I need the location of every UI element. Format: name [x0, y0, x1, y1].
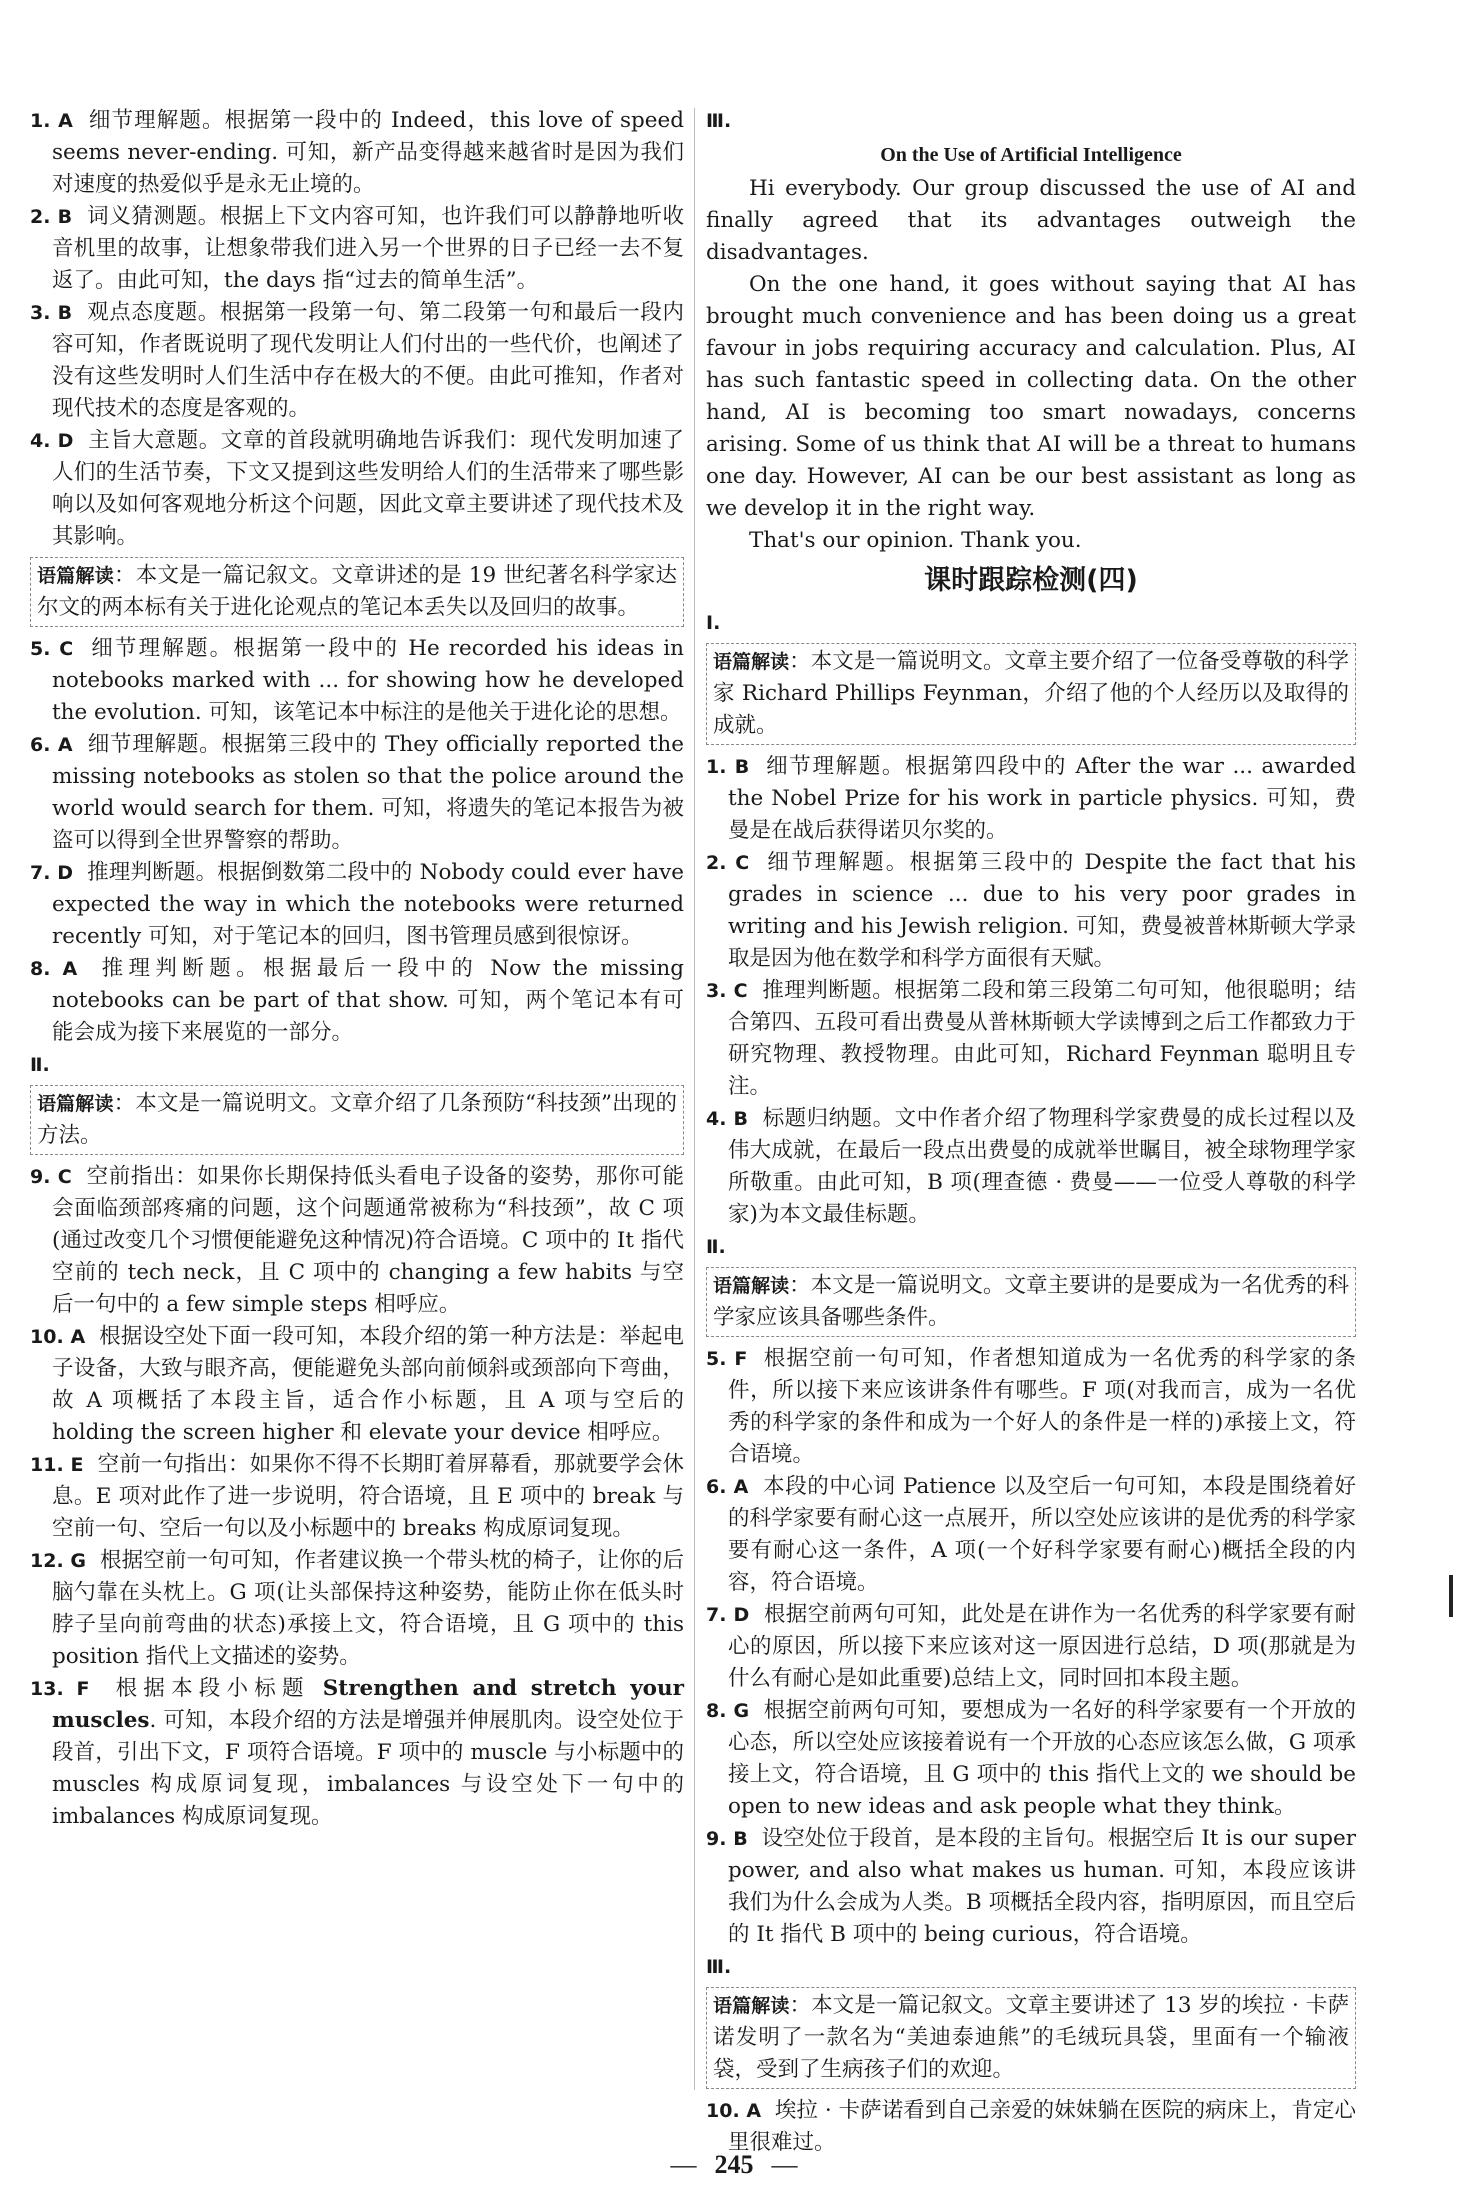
answer-number: 1. A [30, 110, 73, 132]
answer-number: 4. D [30, 430, 74, 452]
section-title: 课时跟踪检测(四) [924, 565, 1138, 596]
answer-item [30, 633, 684, 729]
answer-item [706, 847, 1356, 975]
answer-number: 11. E [30, 1454, 84, 1476]
answer-number: 7. D [30, 862, 74, 884]
analysis-text: ：本文是一篇说明文。文章主要介绍了一位备受尊敬的科学家 Richard Phillips Feynman，介绍了他的个人经历以及取得的成就。 [713, 649, 1349, 738]
answer-text: 细节理解题。根据第三段中的 Despite the fact that his grades in science ... due to his very poor grades in writing and his Jewish religion. 可知，费曼被普林斯顿大学录取是因为他在数学和科学方面很有天赋。 [728, 850, 1356, 971]
answer-item [30, 1545, 684, 1673]
analysis-text: ：本文是一篇说明文。文章主要讲的是要成为一名优秀的科学家应该具备哪些条件。 [713, 1273, 1349, 1330]
answer-text: 本段的中心词 Patience 以及空后一句可知，本段是围绕着好的科学家要有耐心这一点展开，所以空处应该讲的是优秀的科学家要有耐心这一条件，A 项(一个好科学家要有耐心)概括全段的内容，符合语境。 [728, 1474, 1357, 1595]
answer-text: 埃拉 · 卡萨诺看到自己亲爱的妹妹躺在医院的病床上，肯定心里很难过。 [728, 2098, 1356, 2155]
answer-text: 推理判断题。根据倒数第二段中的 Nobody could ever have expected the way in which the notebooks were returned recently 可知，对于笔记本的回归，图书管理员感到很惊讶。 [52, 860, 685, 949]
analysis-label: 语篇解读 [37, 565, 114, 587]
answer-number: 10. A [706, 2100, 762, 2122]
answer-text: 根据空前两句可知，要想成为一名好的科学家要有一个开放的心态，所以空处应该接着说有一个开放的心态应该怎么做，G 项承接上文，符合语境，且 G 项中的 this 指代上文的 we should be open to new ideas and ask people what they think。 [728, 1698, 1356, 1819]
answer-text-post: . 可知，本段介绍的方法是增强并伸展肌肉。设空处位于段首，引出下文，F 项符合语境。F 项中的 muscle 与小标题中的 muscles 构成原词复现，imbalances 与设空处下一句中的 imbalances 构成原词复现。 [52, 1708, 684, 1829]
answer-item [706, 1823, 1356, 1951]
answer-text: 空前指出：如果你长期保持低头看电子设备的姿势，那你可能会面临颈部疼痛的问题，这个问题通常被称为“科技颈”，故 C 项(通过改变几个习惯便能避免这种情况)符合语境。C 项中的 It 指代空前的 tech neck，且 C 项中的 changing a few habits 与空后一句中的 a few simple steps 相呼应。 [52, 1164, 684, 1317]
answer-number: 6. A [30, 734, 73, 756]
answer-number: 4. B [706, 1108, 749, 1130]
passage-analysis-box-2 [30, 1085, 684, 1155]
answer-text: 设空处位于段首，是本段的主旨句。根据空后 It is our super power, and also what makes us human. 可知，本段应该讲我们为什么会成为人类。B 项概括全段内容，指明原因，而且空后的 It 指代 B 项中的 being curious，符合语境。 [728, 1826, 1356, 1947]
answer-text: 细节理解题。根据第三段中的 They officially reported the missing notebooks as stolen so that the police around the world would search for them. 可知，将遗失的笔记本报告为被盗可以得到全世界警察的帮助。 [52, 732, 684, 853]
answer-text: 词义猜测题。根据上下文内容可知，也许我们可以静静地听收音机里的故事，让想象带我们进入另一个世界的日子已经一去不复返了。由此可知，the days 指“过去的简单生活”。 [52, 204, 684, 293]
analysis-text: ：本文是一篇记叙文。文章讲述的是 19 世纪著名科学家达尔文的两本标有关于进化论观点的笔记本丢失以及回归的故事。 [37, 563, 677, 620]
section-roman-2: Ⅱ. [706, 1236, 726, 1258]
answer-number: 10. A [30, 1326, 86, 1348]
analysis-text: ：本文是一篇说明文。文章介绍了几条预防“科技颈”出现的方法。 [37, 1091, 677, 1148]
essay-paragraph: Hi everybody. Our group discussed the use of AI and finally agreed that its advantages outweigh the disadvantages. [706, 176, 1356, 265]
answer-list-passage-2 [706, 1343, 1356, 1951]
answer-number: 2. B [30, 206, 73, 228]
answer-number: 8. G [706, 1700, 750, 1722]
answer-item [30, 297, 684, 425]
passage-analysis-box-1 [706, 643, 1356, 745]
analysis-label: 语篇解读 [713, 1995, 790, 2017]
analysis-label: 语篇解读 [713, 651, 790, 673]
answer-number: 7. D [706, 1604, 750, 1626]
answer-item [30, 1161, 684, 1321]
answer-list-passage-3 [30, 1161, 684, 1673]
answer-number: 8. A [30, 958, 78, 980]
answer-item [30, 729, 684, 857]
answer-item [706, 751, 1356, 847]
answer-item [706, 1695, 1356, 1823]
answer-item [30, 1449, 684, 1545]
edge-mark [1449, 1575, 1453, 1617]
answer-text: 根据设空处下面一段可知，本段介绍的第一种方法是：举起电子设备，大致与眼齐高，便能避免头部向前倾斜或颈部向下弯曲，故 A 项概括了本段主旨，适合作小标题，且 A 项与空后的 holding the screen higher 和 elevate your device 相呼应。 [52, 1324, 685, 1445]
answer-item [30, 953, 684, 1049]
answer-number: 3. C [706, 980, 748, 1002]
analysis-label: 语篇解读 [37, 1093, 114, 1115]
answer-text: 空前一句指出：如果你不得不长期盯着屏幕看，那就要学会休息。E 项对此作了进一步说明，符合语境，且 E 项中的 break 与空前一句、空后一句以及小标题中的 breaks 构成原词复现。 [52, 1452, 684, 1541]
answer-number: 6. A [706, 1476, 749, 1498]
answer-text-bold: Strengthen and stretch your muscles [52, 1676, 684, 1733]
answer-item [706, 1471, 1356, 1599]
section-roman-3b: Ⅲ. [706, 1956, 732, 1978]
passage-analysis-box-3 [706, 1987, 1356, 2089]
answer-number: 3. B [30, 302, 73, 324]
section-roman-3: Ⅲ. [706, 110, 732, 132]
answer-list-passage-1 [706, 751, 1356, 1231]
essay-paragraph: That's our opinion. Thank you. [749, 528, 1082, 553]
answer-item [30, 1321, 684, 1449]
answer-number: 13. F [30, 1678, 90, 1700]
answer-item-13 [30, 1673, 684, 1833]
answer-item [706, 1103, 1356, 1231]
answer-number: 9. B [706, 1828, 748, 1850]
analysis-text: ：本文是一篇记叙文。文章主要讲述了 13 岁的埃拉 · 卡萨诺发明了一款名为“美迪泰迪熊”的毛绒玩具袋，里面有一个输液袋，受到了生病孩子们的欢迎。 [713, 1993, 1349, 2082]
essay-paragraph: On the one hand, it goes without saying that AI has brought much convenience and has been doing us a great favour in jobs requiring accuracy and calculation. Plus, AI has such fantastic speed in collecting data. On the other hand, AI is becoming too smart nowadays, concerns arising. Some of us think that AI will be a threat to humans one day. However, AI can be our best assistant as long as we develop it in the right way. [706, 272, 1356, 521]
answer-number: 5. C [30, 638, 74, 660]
answer-item [30, 425, 684, 553]
answer-text: 细节理解题。根据第一段中的 Indeed，this love of speed seems never-ending. 可知，新产品变得越来越省时是因为我们对速度的热爱似乎是永无止境的。 [52, 108, 684, 197]
answer-list-passage-1 [30, 105, 684, 553]
section-roman-2: Ⅱ. [30, 1054, 50, 1076]
analysis-label: 语篇解读 [713, 1275, 790, 1297]
answer-text: 细节理解题。根据第四段中的 After the war ... awarded the Nobel Prize for his work in particle physics. 可知，费曼是在战后获得诺贝尔奖的。 [728, 754, 1356, 843]
answer-item [706, 1343, 1356, 1471]
answer-item [30, 105, 684, 201]
section-roman-1: Ⅰ. [706, 612, 721, 634]
answer-number: 1. B [706, 756, 750, 778]
answer-number: 2. C [706, 852, 750, 874]
page-number-value: 245 [714, 2150, 754, 2179]
passage-analysis-box-2 [706, 1267, 1356, 1337]
answer-text: 推理判断题。根据第二段和第三段第二句可知，他很聪明；结合第四、五段可看出费曼从普林斯顿大学读博到之后工作都致力于研究物理、教授物理。由此可知，Richard Feynman 聪明且专注。 [728, 978, 1357, 1099]
answer-list-passage-2 [30, 633, 684, 1049]
answer-number: 12. G [30, 1550, 87, 1572]
right-column [706, 105, 1356, 2159]
answer-text-pre: 根据本段小标题 [115, 1676, 323, 1701]
essay-body [706, 173, 1356, 557]
answer-text: 推理判断题。根据最后一段中的 Now the missing notebooks can be part of that show. 可知，两个笔记本有可能会成为接下来展览的一部分。 [52, 956, 684, 1045]
answer-text: 根据空前一句可知，作者想知道成为一名优秀的科学家的条件，所以接下来应该讲条件有哪些。F 项(对我而言，成为一名优秀的科学家的条件和成为一个好人的条件是一样的)承接上文，符合语境。 [728, 1346, 1356, 1467]
answer-number: 9. C [30, 1166, 72, 1188]
answer-text: 细节理解题。根据第一段中的 He recorded his ideas in notebooks marked with ... for showing how he developed the evolution. 可知，该笔记本中标注的是他关于进化论的思想。 [52, 636, 684, 725]
column-divider [694, 108, 695, 2090]
answer-text: 标题归纳题。文中作者介绍了物理科学家费曼的成长过程以及伟大成就，在最后一段点出费曼的成就举世瞩目，被全球物理学家所敬重。由此可知，B 项(理查德 · 费曼——一位受人尊敬的科学家)为本文最佳标题。 [728, 1106, 1356, 1227]
answer-text: 根据空前两句可知，此处是在讲作为一名优秀的科学家要有耐心的原因，所以接下来应该对这一原因进行总结，D 项(那就是为什么有耐心是如此重要)总结上文，同时回扣本段主题。 [728, 1602, 1357, 1691]
passage-analysis-box-1 [30, 557, 684, 627]
essay-title: On the Use of Artificial Intelligence [880, 144, 1182, 166]
answer-item [706, 975, 1356, 1103]
page-number: — 245 — [670, 2150, 798, 2179]
answer-item [706, 1599, 1356, 1695]
answer-item [30, 857, 684, 953]
answer-text: 观点态度题。根据第一段第一句、第二段第一句和最后一段内容可知，作者既说明了现代发明让人们付出的一些代价，也阐述了没有这些发明时人们生活中存在极大的不便。由此可推知，作者对现代技术的态度是客观的。 [52, 300, 684, 421]
answer-number: 5. F [706, 1348, 748, 1370]
answer-text: 根据空前一句可知，作者建议换一个带头枕的椅子，让你的后脑勺靠在头枕上。G 项(让头部保持这种姿势，能防止你在低头时脖子呈向前弯曲的状态)承接上文，符合语境，且 G 项中的 this position 指代上文描述的姿势。 [52, 1548, 685, 1669]
answer-item [30, 201, 684, 297]
answer-text: 主旨大意题。文章的首段就明确地告诉我们：现代发明加速了人们的生活节奏，下文又提到这些发明给人们的生活带来了哪些影响以及如何客观地分析这个问题，因此文章主要讲述了现代技术及其影响。 [52, 428, 684, 549]
left-column [30, 105, 684, 1833]
